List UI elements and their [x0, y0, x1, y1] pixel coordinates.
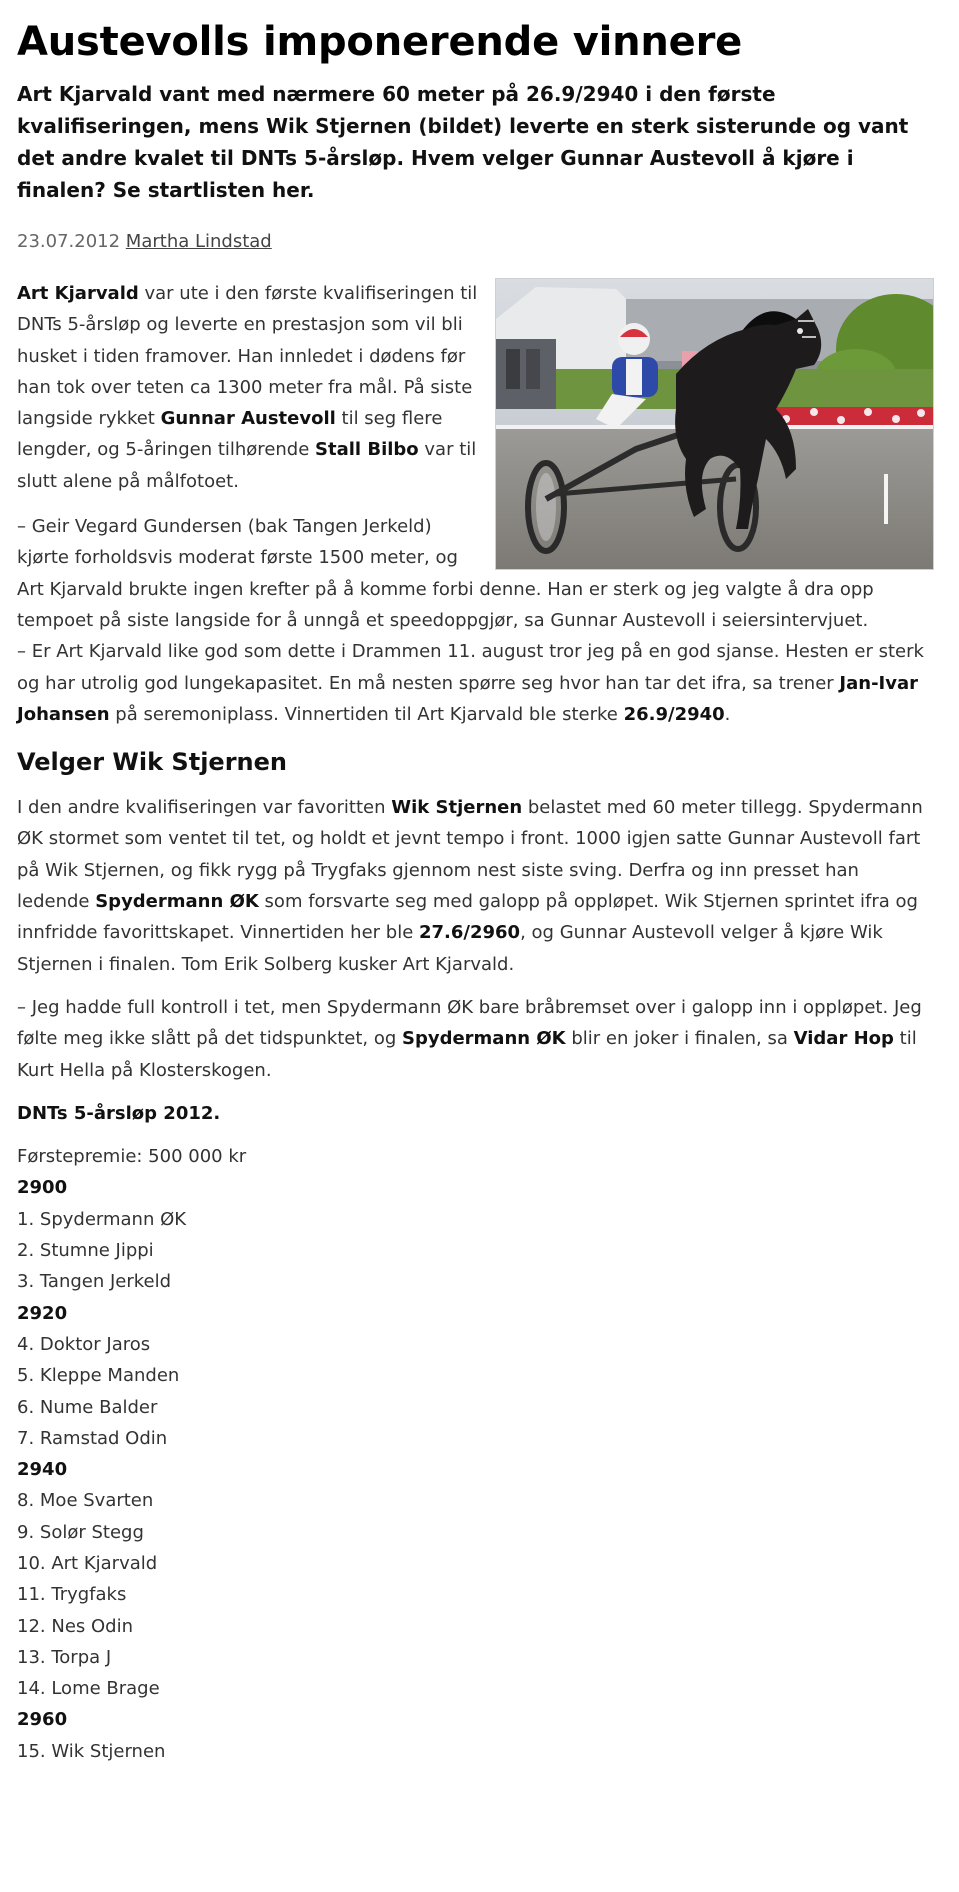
paragraph-text: belastet med 60 meter tillegg. Spydermann ØK stormet som ventet til tet, og holdt et jevnt tempo i front. 1000 igjen satte Gunnar Austevoll fart på Wik Stjernen, og fikk rygg på Trygfaks gjennom nest siste sving. Derfra og inn presset han ledende	[17, 797, 923, 913]
distance-heading: 2900	[17, 1177, 68, 1199]
bold-name: Gunnar Austevoll	[160, 408, 336, 430]
list-item: 9. Solør Stegg	[17, 1521, 144, 1543]
bold-name: Spydermann ØK	[402, 1028, 566, 1050]
article-body	[17, 278, 932, 1767]
startlist-heading-text: DNTs 5-årsløp 2012.	[17, 1102, 221, 1124]
distance-heading: 2920	[17, 1302, 68, 1324]
paragraph-text: – Jeg hadde full kontroll i tet, men Spydermann ØK bare bråbremset over i galopp inn i oppløpet. Jeg følte meg ikke slått på det tidspunktet, og	[17, 996, 922, 1050]
article-meta	[17, 230, 932, 254]
list-item: 13. Torpa J	[17, 1646, 112, 1668]
paragraph-5	[17, 992, 932, 1086]
list-item: 10. Art Kjarvald	[17, 1552, 158, 1574]
article-ingress: Art Kjarvald vant med nærmere 60 meter på 26.9/2940 i den første kvalifiseringen, mens Wik Stjernen (bildet) leverte en sterk sisterunde og vant det andre kvalet til DNTs 5-årsløp. Hvem velger Gunnar Austevoll å kjøre i finalen? Se startlisten her.	[17, 82, 909, 202]
publish-date: 23.07.2012	[17, 231, 121, 252]
paragraph-text: på seremoniplass. Vinnertiden til Art Kjarvald ble sterke	[109, 703, 624, 725]
list-item: 12. Nes Odin	[17, 1615, 133, 1637]
paragraph-text: var til slutt alene på målfotoet.	[17, 439, 477, 492]
paragraph-3	[17, 636, 932, 730]
paragraph-text: – Er Art Kjarvald like god som dette i Drammen 11. august tror jeg på en god sjanse. Hesten er sterk og har utrolig god lungekapasitet. En må nesten spørre seg hvor han tar det ifra, sa trener	[17, 641, 924, 694]
paragraph-2: – Geir Vegard Gundersen (bak Tangen Jerkeld) kjørte forholdsvis moderat første 1500 meter, og Art Kjarvald brukte ingen krefter på å komme forbi denne. Han er sterk og jeg valgte å dra opp tempoet på siste langside for å unngå et speedoppgjør, sa Gunnar Austevoll i seiersintervjuet.	[17, 516, 874, 631]
first-prize: Førstepremie: 500 000 kr	[17, 1146, 247, 1168]
paragraph-text: til Kurt Hella på Klosterskogen.	[17, 1028, 917, 1081]
author-link[interactable]: Martha Lindstad	[125, 231, 272, 252]
paragraph-text: som forsvarte seg med galopp på oppløpet. Wik Stjernen sprintet ifra og innfridde favorittskapet. Vinnertiden her ble	[17, 891, 918, 944]
list-item: 14. Lome Brage	[17, 1678, 160, 1700]
list-item: 4. Doktor Jaros	[17, 1333, 151, 1355]
article-title: Austevolls imponerende vinnere	[17, 19, 743, 65]
distance-heading: 2940	[17, 1459, 68, 1481]
paragraph-text: var ute i den første kvalifiseringen til DNTs 5-årsløp og leverte en prestasjon som vil bli husket i tiden framover. Han innledet i dødens før han tok over teten ca 1300 meter fra mål. På siste langside rykket	[17, 283, 478, 430]
bold-name: Jan-Ivar Johansen	[17, 672, 919, 725]
list-item: 5. Kleppe Manden	[17, 1365, 180, 1387]
list-item: 11. Trygfaks	[17, 1584, 127, 1606]
article	[17, 0, 932, 1767]
list-item: 3. Tangen Jerkeld	[17, 1271, 172, 1293]
bold-name: Spydermann ØK	[95, 891, 259, 913]
list-item: 15. Wik Stjernen	[17, 1740, 166, 1762]
section-heading: Velger Wik Stjernen	[17, 748, 287, 777]
paragraph-text: til seg flere lengder, og 5-åringen tilhørende	[17, 408, 443, 461]
bold-name: Stall Bilbo	[315, 439, 419, 461]
list-item: 8. Moe Svarten	[17, 1490, 154, 1512]
article-photo	[495, 278, 934, 570]
paragraph-text: I den andre kvalifiseringen var favoritten	[17, 797, 392, 819]
bold-name: Art Kjarvald	[17, 283, 139, 304]
paragraph-text: .	[724, 703, 731, 725]
paragraph-text: blir en joker i finalen, sa	[565, 1028, 794, 1050]
distance-heading: 2960	[17, 1709, 68, 1731]
list-item: 1. Spydermann ØK	[17, 1208, 187, 1230]
startlist-heading	[17, 1098, 932, 1129]
bold-name: Wik Stjernen	[391, 797, 523, 819]
list-item: 7. Ramstad Odin	[17, 1427, 168, 1449]
bold-time: 26.9/2940	[623, 703, 725, 725]
bold-name: Vidar Hop	[793, 1028, 894, 1050]
startlist	[17, 1172, 932, 1767]
list-item: 6. Nume Balder	[17, 1396, 158, 1418]
bold-time: 27.6/2960	[419, 922, 521, 944]
paragraph-4	[17, 792, 932, 980]
list-item: 2. Stumne Jippi	[17, 1240, 154, 1262]
paragraph-text: , og Gunnar Austevoll velger å kjøre Wik Stjernen i finalen. Tom Erik Solberg kusker Art Kjarvald.	[17, 922, 883, 975]
